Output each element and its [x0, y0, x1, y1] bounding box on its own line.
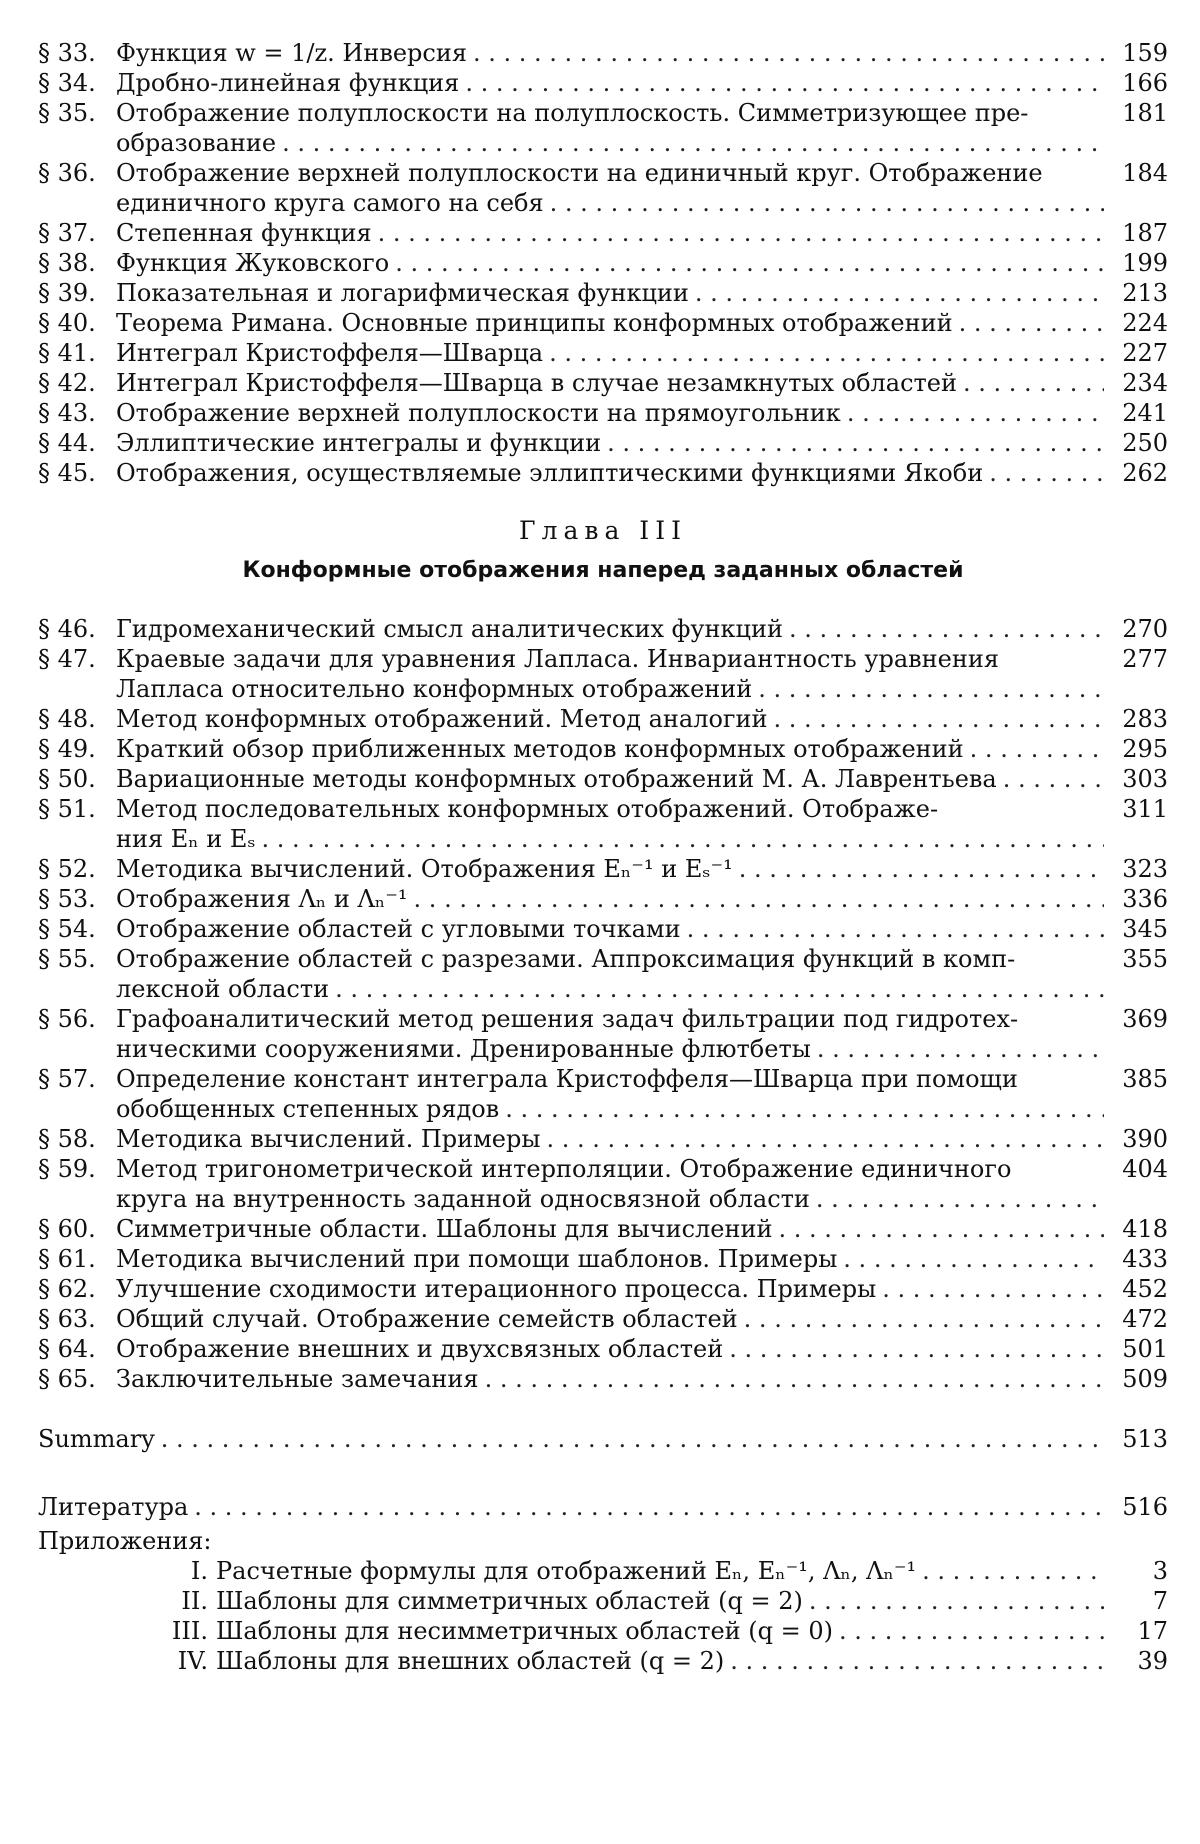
- page-number: 418: [1122, 1215, 1168, 1243]
- section-number: § 45.: [38, 459, 96, 487]
- appendix-title: Шаблоны для симметричных областей (q = 2): [216, 1587, 803, 1615]
- appendix-title: Расчетные формулы для отображений Eₙ, Eₙ⁻¹, Λₙ, Λₙ⁻¹: [216, 1557, 917, 1585]
- page-number: 472: [1122, 1305, 1168, 1333]
- toc-entry[interactable]: [38, 1274, 1168, 1304]
- dot-leader: [989, 458, 1104, 488]
- entry-title-line: образование: [116, 129, 277, 157]
- dot-leader: [282, 128, 1104, 158]
- page-number: 385: [1122, 1065, 1168, 1093]
- entry-title-line: Вариационные методы конформных отображений М. А. Лаврентьева: [116, 765, 997, 793]
- section-number: § 63.: [38, 1305, 96, 1333]
- page-number: 250: [1122, 429, 1168, 457]
- entry-title-line: обобщенных степенных рядов: [116, 1095, 500, 1123]
- page-number: 369: [1122, 1005, 1168, 1033]
- entry-title-line: Теорема Римана. Основные принципы конформных отображений: [116, 309, 953, 337]
- page-number: 509: [1122, 1365, 1168, 1393]
- appendices-heading: Приложения:: [38, 1527, 212, 1555]
- dot-leader: [473, 38, 1104, 68]
- dot-leader: [729, 1334, 1104, 1364]
- toc-entry[interactable]: [38, 158, 1168, 218]
- section-number: § 43.: [38, 399, 96, 427]
- entry-title-line: круга на внутренность заданной односвязной области: [116, 1185, 810, 1213]
- toc-entry[interactable]: [38, 248, 1168, 278]
- appendix-entry[interactable]: [38, 1616, 1168, 1646]
- page-number: 433: [1122, 1245, 1168, 1273]
- page-number: 234: [1122, 369, 1168, 397]
- page-number: 166: [1122, 69, 1168, 97]
- section-number: § 59.: [38, 1155, 96, 1183]
- entry-title-line: Отображение верхней полуплоскости на прямоугольник: [116, 399, 841, 427]
- entry-title-line: Общий случай. Отображение семейств областей: [116, 1305, 738, 1333]
- page-number: 241: [1122, 399, 1168, 427]
- page-number: 513: [1122, 1425, 1168, 1453]
- toc-entry[interactable]: [38, 944, 1168, 1004]
- dot-leader: [778, 1214, 1104, 1244]
- page-number: 336: [1122, 885, 1168, 913]
- appendix-entry[interactable]: [38, 1646, 1168, 1676]
- toc-entry[interactable]: [38, 338, 1168, 368]
- appendix-number: III.: [171, 1617, 208, 1645]
- appendix-entry[interactable]: [38, 1556, 1168, 1586]
- toc-entry[interactable]: [38, 734, 1168, 764]
- page-number: 187: [1122, 219, 1168, 247]
- toc-entry[interactable]: [38, 1304, 1168, 1334]
- page-number: 501: [1122, 1335, 1168, 1363]
- entry-title-line: Улучшение сходимости итерационного процесса. Примеры: [116, 1275, 877, 1303]
- entry-title-line: ния Eₙ и Eₛ: [116, 825, 256, 853]
- page-number: 3: [1152, 1557, 1168, 1585]
- dot-leader: [194, 1492, 1104, 1522]
- toc-entry[interactable]: [38, 38, 1168, 68]
- page-number: 277: [1122, 645, 1168, 673]
- toc-entry[interactable]: [38, 428, 1168, 458]
- entry-title-line: Симметричные области. Шаблоны для вычислений: [116, 1215, 773, 1243]
- entry-title-line: Методика вычислений. Отображения Eₙ⁻¹ и Eₛ⁻¹: [116, 855, 733, 883]
- entry-title-line: Отображение областей с угловыми точками: [116, 915, 681, 943]
- page-number: 283: [1122, 705, 1168, 733]
- dot-leader: [839, 1616, 1104, 1646]
- entry-title-line: Показательная и логарифмическая функции: [116, 279, 689, 307]
- dot-leader: [161, 1424, 1104, 1454]
- appendix-number: IV.: [177, 1647, 208, 1675]
- dot-leader: [882, 1274, 1104, 1304]
- page-number: 516: [1122, 1493, 1168, 1521]
- section-number: § 61.: [38, 1245, 96, 1273]
- page-number: 295: [1122, 735, 1168, 763]
- toc-entry[interactable]: [38, 1334, 1168, 1364]
- section-number: § 49.: [38, 735, 96, 763]
- entry-title-line: Краевые задачи для уравнения Лапласа. Инвариантность уравнения: [116, 645, 1000, 673]
- entry-title-line: Метод тригонометрической интерполяции. Отображение единичного: [116, 1155, 1012, 1183]
- toc-entry[interactable]: [38, 854, 1168, 884]
- toc-entry[interactable]: [38, 368, 1168, 398]
- entry-title-line: Отображение внешних и двухсвязных областей: [116, 1335, 724, 1363]
- toc-entry[interactable]: [38, 1244, 1168, 1274]
- toc-entry[interactable]: [38, 704, 1168, 734]
- dot-leader: [817, 1034, 1104, 1064]
- dot-leader: [959, 308, 1104, 338]
- toc-entry[interactable]: [38, 308, 1168, 338]
- dot-leader: [549, 338, 1104, 368]
- appendix-entry[interactable]: [38, 1586, 1168, 1616]
- appendix-number: II.: [181, 1587, 208, 1615]
- section-number: § 65.: [38, 1365, 96, 1393]
- page-number: 404: [1122, 1155, 1168, 1183]
- dot-leader: [809, 1586, 1104, 1616]
- dot-leader: [816, 1184, 1104, 1214]
- summary-label: Summary: [38, 1425, 155, 1453]
- dot-leader: [963, 368, 1104, 398]
- page-number: 7: [1152, 1587, 1168, 1615]
- entry-title-line: Лапласа относительно конформных отображений: [116, 675, 753, 703]
- section-number: § 33.: [38, 39, 96, 67]
- entry-title-line: Интеграл Кристоффеля—Шварца в случае незамкнутых областей: [116, 369, 957, 397]
- section-number: § 62.: [38, 1275, 96, 1303]
- dot-leader: [758, 674, 1104, 704]
- page-number: 311: [1122, 795, 1168, 823]
- toc-entry[interactable]: [38, 794, 1168, 854]
- toc-entry[interactable]: [38, 1064, 1168, 1124]
- dot-leader: [695, 278, 1104, 308]
- page-number: 303: [1122, 765, 1168, 793]
- page-number: 452: [1122, 1275, 1168, 1303]
- entry-title-line: Гидромеханический смысл аналитических функций: [116, 615, 783, 643]
- section-number: § 40.: [38, 309, 96, 337]
- dot-leader: [378, 218, 1104, 248]
- dot-leader: [687, 914, 1104, 944]
- dot-leader: [262, 824, 1104, 854]
- chapter-title: Конформные отображения наперед заданных областей: [242, 558, 964, 583]
- page-number: 159: [1122, 39, 1168, 67]
- dot-leader: [970, 734, 1104, 764]
- entry-title-line: Краткий обзор приближенных методов конформных отображений: [116, 735, 964, 763]
- section-number: § 39.: [38, 279, 96, 307]
- section-number: § 35.: [38, 99, 96, 127]
- dot-leader: [739, 854, 1104, 884]
- entry-title-line: Отображение областей с разрезами. Аппроксимация функций в комп-: [116, 945, 1016, 973]
- toc-page: [38, 38, 1168, 1676]
- entry-title-line: ническими сооружениями. Дренированные флютбеты: [116, 1035, 811, 1063]
- dot-leader: [744, 1304, 1104, 1334]
- toc-entry[interactable]: [38, 884, 1168, 914]
- page-number: 184: [1122, 159, 1168, 187]
- dot-leader: [546, 1124, 1104, 1154]
- appendix-title: Шаблоны для несимметричных областей (q = 0): [216, 1617, 834, 1645]
- entry-title-line: Отображение полуплоскости на полуплоскость. Симметризующее пре-: [116, 99, 1029, 127]
- appendix-list: [38, 1556, 1168, 1676]
- dot-leader: [465, 68, 1104, 98]
- section-number: § 48.: [38, 705, 96, 733]
- appendix-title: Шаблоны для внешних областей (q = 2): [216, 1647, 725, 1675]
- dot-leader: [607, 428, 1104, 458]
- section-number: § 41.: [38, 339, 96, 367]
- page-number: 213: [1122, 279, 1168, 307]
- section-number: § 47.: [38, 645, 96, 673]
- section-number: § 58.: [38, 1125, 96, 1153]
- entry-title-line: Определение констант интеграла Кристоффеля—Шварца при помощи: [116, 1065, 1018, 1093]
- section-number: § 55.: [38, 945, 96, 973]
- entry-title-line: Функция Жуковского: [116, 249, 390, 277]
- page-number: 323: [1122, 855, 1168, 883]
- toc-entry[interactable]: [38, 98, 1168, 158]
- section-number: § 46.: [38, 615, 96, 643]
- entry-title-line: Дробно-линейная функция: [116, 69, 460, 97]
- literature-label: Литература: [38, 1493, 189, 1521]
- entry-title-line: Степенная функция: [116, 219, 372, 247]
- dot-leader: [485, 1364, 1104, 1394]
- section-number: § 56.: [38, 1005, 96, 1033]
- entry-title-line: Отображение верхней полуплоскости на единичный круг. Отображение: [116, 159, 1043, 187]
- toc-entry[interactable]: [38, 1124, 1168, 1154]
- toc-section-list: [38, 38, 1168, 488]
- page-number: 199: [1122, 249, 1168, 277]
- toc-entry[interactable]: [38, 398, 1168, 428]
- section-number: § 57.: [38, 1065, 96, 1093]
- entry-title-line: Методика вычислений при помощи шаблонов. Примеры: [116, 1245, 838, 1273]
- toc-entry[interactable]: [38, 614, 1168, 644]
- toc-entry[interactable]: [38, 278, 1168, 308]
- toc-entry[interactable]: [38, 68, 1168, 98]
- toc-entry[interactable]: [38, 1154, 1168, 1214]
- dot-leader: [774, 704, 1105, 734]
- page-number: 270: [1122, 615, 1168, 643]
- toc-entry[interactable]: [38, 218, 1168, 248]
- dot-leader: [1003, 764, 1104, 794]
- page-number: 17: [1137, 1617, 1168, 1645]
- toc-entry[interactable]: [38, 644, 1168, 704]
- section-number: § 60.: [38, 1215, 96, 1243]
- toc-entry[interactable]: [38, 914, 1168, 944]
- section-number: § 36.: [38, 159, 96, 187]
- toc-entry[interactable]: [38, 1364, 1168, 1394]
- entry-title-line: Метод конформных отображений. Метод аналогий: [116, 705, 768, 733]
- section-number: § 51.: [38, 795, 96, 823]
- dot-leader: [395, 248, 1104, 278]
- page-number: 345: [1122, 915, 1168, 943]
- chapter-label: Глава III: [519, 516, 687, 545]
- entry-title-line: Интеграл Кристоффеля—Шварца: [116, 339, 544, 367]
- toc-entry[interactable]: [38, 1004, 1168, 1064]
- entry-title-line: Заключительные замечания: [116, 1365, 479, 1393]
- section-number: § 54.: [38, 915, 96, 943]
- section-number: § 37.: [38, 219, 96, 247]
- section-number: § 38.: [38, 249, 96, 277]
- toc-chapter-list: [38, 614, 1168, 1394]
- toc-entry[interactable]: [38, 764, 1168, 794]
- page-number: 390: [1122, 1125, 1168, 1153]
- dot-leader: [843, 1244, 1104, 1274]
- section-number: § 34.: [38, 69, 96, 97]
- entry-title-line: Графоаналитический метод решения задач фильтрации под гидротех-: [116, 1005, 1019, 1033]
- dot-leader: [730, 1646, 1104, 1676]
- section-number: § 52.: [38, 855, 96, 883]
- summary-entry[interactable]: [38, 1424, 1168, 1454]
- section-number: § 42.: [38, 369, 96, 397]
- entry-title-line: Отображения Λₙ и Λₙ⁻¹: [116, 885, 408, 913]
- entry-title-line: единичного круга самого на себя: [116, 189, 544, 217]
- dot-leader: [335, 974, 1104, 1004]
- entry-title-line: Методика вычислений. Примеры: [116, 1125, 541, 1153]
- entry-title-line: Эллиптические интегралы и функции: [116, 429, 602, 457]
- entry-title-line: Отображения, осуществляемые эллиптическими функциями Якоби: [116, 459, 984, 487]
- page-number: 262: [1122, 459, 1168, 487]
- page-number: 224: [1122, 309, 1168, 337]
- toc-entry[interactable]: [38, 1214, 1168, 1244]
- section-number: § 44.: [38, 429, 96, 457]
- toc-entry[interactable]: [38, 458, 1168, 488]
- dot-leader: [847, 398, 1104, 428]
- section-number: § 53.: [38, 885, 96, 913]
- entry-title-line: Метод последовательных конформных отображений. Отображе-: [116, 795, 939, 823]
- page-number: 355: [1122, 945, 1168, 973]
- dot-leader: [550, 188, 1104, 218]
- dot-leader: [789, 614, 1104, 644]
- entry-title-line: лексной области: [116, 975, 330, 1003]
- section-number: § 50.: [38, 765, 96, 793]
- section-number: § 64.: [38, 1335, 96, 1363]
- appendix-number: I.: [190, 1557, 208, 1585]
- dot-leader: [505, 1094, 1104, 1124]
- page-number: 39: [1137, 1647, 1168, 1675]
- entry-title-line: Функция w = 1/z. Инверсия: [116, 39, 467, 67]
- dot-leader: [922, 1556, 1104, 1586]
- literature-entry[interactable]: [38, 1492, 1168, 1522]
- dot-leader: [414, 884, 1104, 914]
- page-number: 227: [1122, 339, 1168, 367]
- page-number: 181: [1122, 99, 1168, 127]
